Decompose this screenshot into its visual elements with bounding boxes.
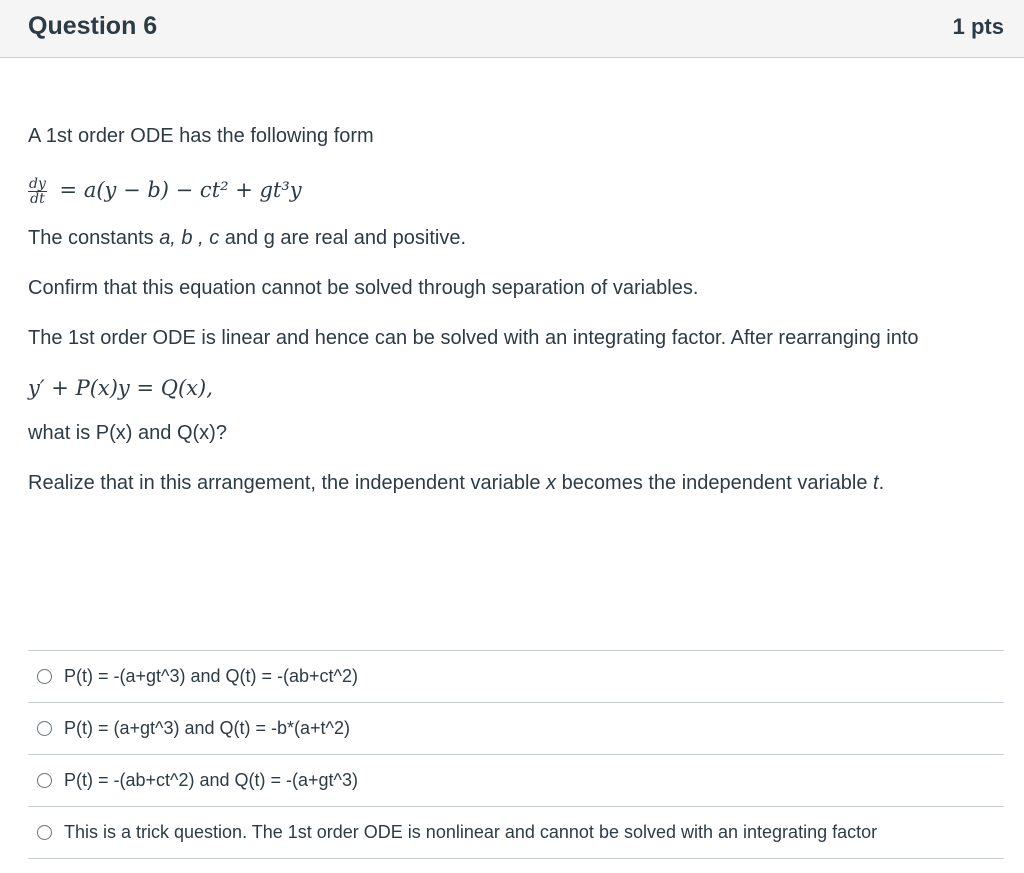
- answer-label[interactable]: P(t) = -(a+gt^3) and Q(t) = -(ab+ct^2): [64, 666, 358, 686]
- radio-button[interactable]: [37, 825, 52, 840]
- answer-option[interactable]: [28, 651, 1004, 703]
- realize-end: .: [878, 472, 885, 494]
- linear-text: The 1st order ODE is linear and hence can be solved with an integrating factor. After rearranging into: [28, 327, 919, 349]
- intro-text: A 1st order ODE has the following form: [28, 125, 374, 147]
- answer-list: [28, 650, 1004, 859]
- realize-x: x: [546, 472, 557, 494]
- question-points: 1 pts: [952, 14, 1004, 39]
- realize-t: t: [873, 472, 879, 494]
- radio-button[interactable]: [37, 773, 52, 788]
- constants-suffix: and g are real and positive.: [219, 227, 467, 249]
- equation-rhs: = a(y − b) − ct² + gt³y: [52, 178, 302, 202]
- question-header: [0, 0, 1024, 58]
- confirm-text: Confirm that this equation cannot be solved through separation of variables.: [28, 277, 699, 299]
- constants-text: [28, 222, 988, 255]
- constants-prefix: The constants: [28, 227, 160, 249]
- radio-button[interactable]: [37, 721, 52, 736]
- standard-form-equation: y′ + P(x)y = Q(x),: [28, 376, 213, 400]
- question-text: [28, 120, 988, 517]
- fraction-denominator: dt: [30, 191, 45, 207]
- realize-prefix: Realize that in this arrangement, the independent variable: [28, 472, 547, 494]
- answer-option[interactable]: [28, 807, 1004, 859]
- realize-mid: becomes the independent variable: [556, 472, 873, 494]
- ode-equation: [28, 170, 988, 210]
- answer-option[interactable]: [28, 755, 1004, 807]
- realize-text: [28, 467, 988, 500]
- constants-vars: a, b , c: [159, 227, 220, 249]
- question-title: Question 6: [28, 12, 158, 40]
- radio-button[interactable]: [37, 669, 52, 684]
- answer-label[interactable]: P(t) = -(ab+ct^2) and Q(t) = -(a+gt^3): [64, 770, 358, 790]
- answer-label[interactable]: This is a trick question. The 1st order ODE is nonlinear and cannot be solved with an integrating factor: [64, 822, 878, 842]
- answer-label[interactable]: P(t) = (a+gt^3) and Q(t) = -b*(a+t^2): [64, 718, 351, 738]
- answer-option[interactable]: [28, 703, 1004, 755]
- derivative-fraction: [28, 177, 47, 206]
- ask-text: what is P(x) and Q(x)?: [28, 422, 227, 444]
- fraction-numerator: dy: [29, 176, 46, 192]
